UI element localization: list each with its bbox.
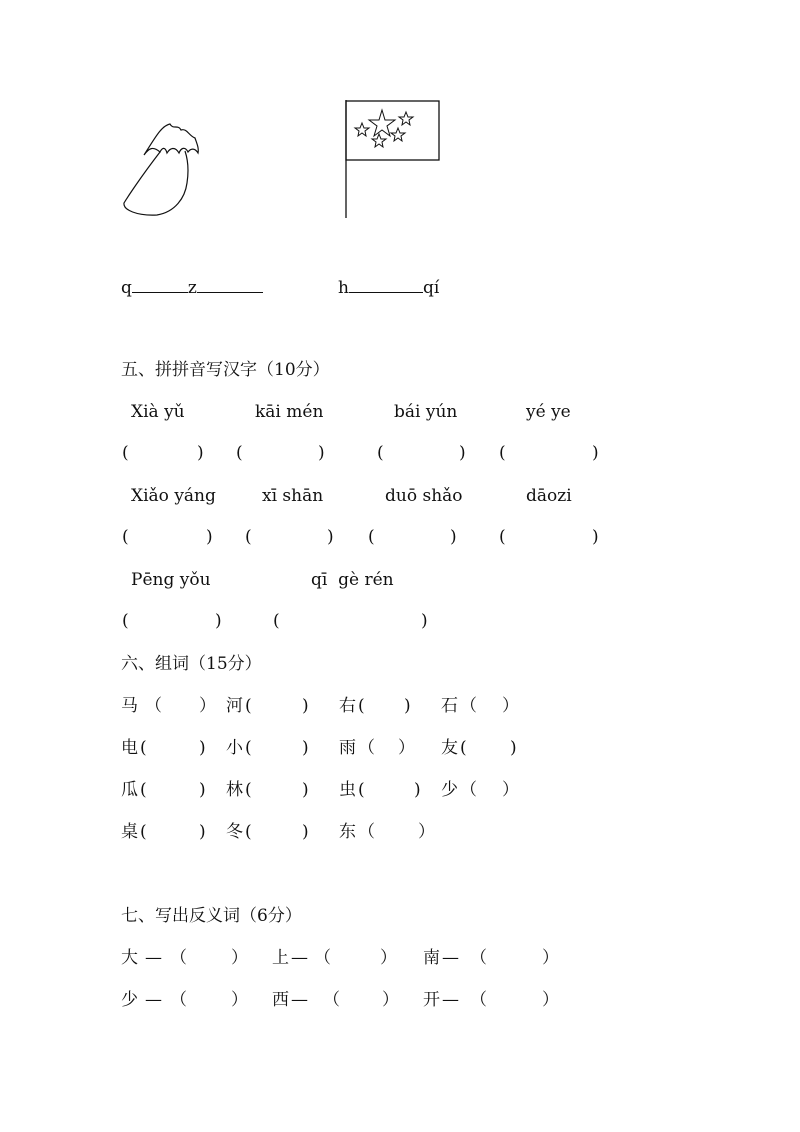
char-shang: 上 [272,948,289,968]
char-xi: 西 [272,990,289,1010]
char-you-friend: 友 [441,738,458,758]
flag-blank-1[interactable] [349,278,423,293]
paren-open: ( [499,527,506,547]
paren-open: ( [273,611,280,631]
paren-open: ( [358,780,365,800]
pinyin-xi-shan: xī shān [262,486,324,506]
paren-open: ( [460,738,467,758]
paren-close: ） [542,990,559,1010]
char-gua: 瓜 [121,780,138,800]
paren-close: ) [592,443,599,463]
paren-close: ) [302,822,309,842]
paren-open: （ [145,696,162,716]
eggplant-blank-1[interactable] [132,278,188,293]
paren-open: ( [245,738,252,758]
paren-close: ) [302,738,309,758]
paren-close: ) [199,822,206,842]
pinyin-kai-men: kāi mén [255,402,324,422]
paren-close: ） [542,948,559,968]
paren-close: ) [459,443,466,463]
flag-picture [340,98,445,223]
section7-heading: 七、写出反义词（6分） [121,906,302,926]
paren-close: ) [450,527,457,547]
paren-open: ( [368,527,375,547]
char-nan: 南 [423,948,440,968]
pinyin-ye-ye: yé ye [526,402,571,422]
dash: — [442,948,459,968]
char-shao: 少 [121,990,138,1010]
paren-close: ) [206,527,213,547]
paren-open: ( [236,443,243,463]
dash: — [442,990,459,1010]
paren-open: （ [358,822,375,842]
eggplant-pinyin-2: z [187,278,197,298]
paren-close: ) [510,738,517,758]
paren-close: ） [418,822,435,842]
paren-open: ( [358,696,365,716]
dash: — [145,948,162,968]
paren-open: （ [358,738,375,758]
paren-close: ) [404,696,411,716]
dash: — [145,990,162,1010]
paren-open: （ [170,990,187,1010]
char-he: 河 [226,696,243,716]
eggplant-pinyin-line [121,278,263,298]
paren-open: （ [460,696,477,716]
flag-pinyin-2: qí [422,278,440,298]
paren-open: （ [470,948,487,968]
paren-close: ） [382,990,399,1010]
paren-close: ) [327,527,334,547]
paren-close: ） [398,738,415,758]
char-xiao: 小 [226,738,243,758]
paren-open: ( [377,443,384,463]
dash: — [291,990,308,1010]
char-you-right: 右 [339,696,356,716]
paren-close: ） [199,696,216,716]
pinyin-xiao-yang: Xiǎo yáng [131,486,216,506]
paren-open: ( [140,738,147,758]
paren-open: ( [140,780,147,800]
paren-open: （ [470,990,487,1010]
char-zhuo: 桌 [121,822,138,842]
paren-open: （ [323,990,340,1010]
char-da: 大 [121,948,138,968]
char-shi: 石 [441,696,458,716]
paren-close: ） [502,696,519,716]
paren-open: （ [170,948,187,968]
char-shao: 少 [441,780,458,800]
paren-close: ） [231,990,248,1010]
paren-close: ） [231,948,248,968]
eggplant-pinyin-1: q [121,278,132,298]
pinyin-bai-yun: bái yún [394,402,458,422]
paren-open: ( [245,822,252,842]
paren-open: ( [499,443,506,463]
paren-open: ( [122,527,129,547]
pinyin-duo-shao: duō shǎo [385,486,463,506]
flag-pinyin-1: h [338,278,349,298]
flag-pinyin-line [338,278,439,298]
paren-open: （ [314,948,331,968]
pinyin-daozi: dāozi [526,486,572,506]
paren-close: ) [592,527,599,547]
paren-close: ） [380,948,397,968]
eggplant-blank-2[interactable] [197,278,263,293]
paren-close: ) [199,780,206,800]
char-yu: 雨 [339,738,356,758]
paren-open: ( [245,780,252,800]
paren-close: ) [421,611,428,631]
section6-heading: 六、组词（15分） [121,654,262,674]
pinyin-xia-yu: Xià yǔ [131,402,185,422]
char-dong-east: 东 [339,822,356,842]
dash: — [291,948,308,968]
paren-close: ) [199,738,206,758]
paren-open: ( [122,443,129,463]
char-kai: 开 [423,990,440,1010]
paren-close: ) [302,696,309,716]
paren-close: ) [414,780,421,800]
paren-close: ) [318,443,325,463]
pinyin-qi-ge-ren: qī gè rén [311,570,394,590]
char-dong-winter: 冬 [226,822,243,842]
paren-open: （ [460,780,477,800]
char-dian: 电 [121,738,138,758]
eggplant-picture [115,118,210,223]
paren-close: ) [215,611,222,631]
paren-close: ) [302,780,309,800]
section5-heading: 五、拼拼音写汉字（10分） [121,360,330,380]
paren-open: ( [245,527,252,547]
char-ma: 马 [121,696,138,716]
char-chong: 虫 [339,780,356,800]
paren-close: ） [502,780,519,800]
char-lin: 林 [226,780,243,800]
paren-close: ) [197,443,204,463]
paren-open: ( [140,822,147,842]
paren-open: ( [245,696,252,716]
paren-open: ( [122,611,129,631]
pinyin-peng-you: Pēng yǒu [131,570,211,590]
